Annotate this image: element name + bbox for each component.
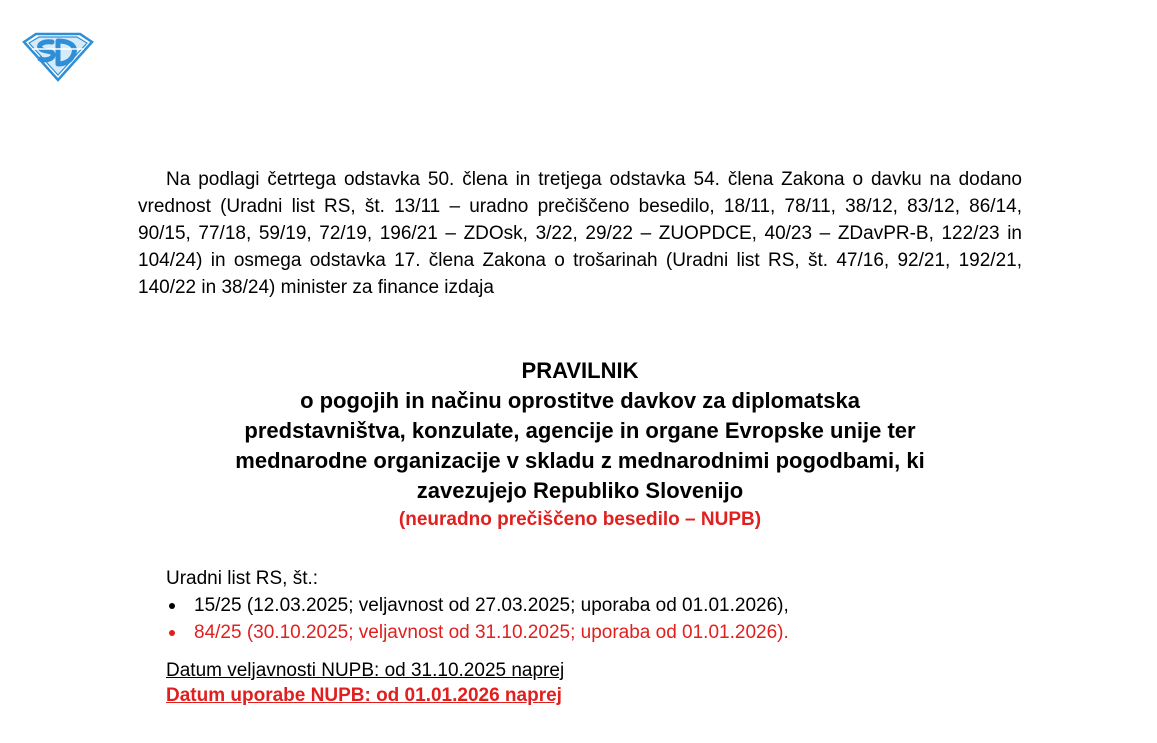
title-subtitle: (neuradno prečiščeno besedilo – NUPB) [398,509,762,530]
validity-dates [166,658,1006,708]
title-line-2: predstavništva, konzulate, agencije in organe Evropske unije ter [244,418,916,443]
title-line-3: mednarodne organizacije v skladu z mednarodnimi pogodbami, ki [235,448,925,473]
use-date: Datum uporabe NUPB: od 01.01.2026 naprej [166,685,562,706]
document-title [138,356,1022,533]
shield-logo-icon [20,28,96,84]
title-line-4: zavezujejo Republiko Slovenijo [416,478,744,503]
title-heading: PRAVILNIK [521,358,639,383]
intro-paragraph: Na podlagi četrtega odstavka 50. člena in tretjega odstavka 54. člena Zakona o davku na dodano vrednost (Uradni list RS, št. 13/11 – uradno prečiščeno besedilo, 18/11, 78/11, 38/12, 83/12, 86/14, 90/15, 77/18, 59/19, 72/19, 196/21 – ZDOsk, 3/22, 29/22 – ZUOPDCE, 40/23 – ZDavPR-B, 122/23 in 104/24) in osmega odstavka 17. člena Zakona o trošarinah (Uradni list RS, št. 47/16, 92/21, 192/21, 140/22 in 38/24) minister za finance izdaja [138,169,1022,298]
gazette-item-1: 15/25 (12.03.2025; veljavnost od 27.03.2025; uporaba od 01.01.2026), [166,592,1006,619]
gazette-item-2: 84/25 (30.10.2025; veljavnost od 31.10.2025; uporaba od 01.01.2026). [166,619,1006,646]
gazette-list [166,565,1006,646]
title-line-1: o pogojih in načinu oprostitve davkov za diplomatska [300,388,860,413]
validity-date: Datum veljavnosti NUPB: od 31.10.2025 naprej [166,660,565,681]
gazette-label: Uradni list RS, št.: [166,568,319,589]
